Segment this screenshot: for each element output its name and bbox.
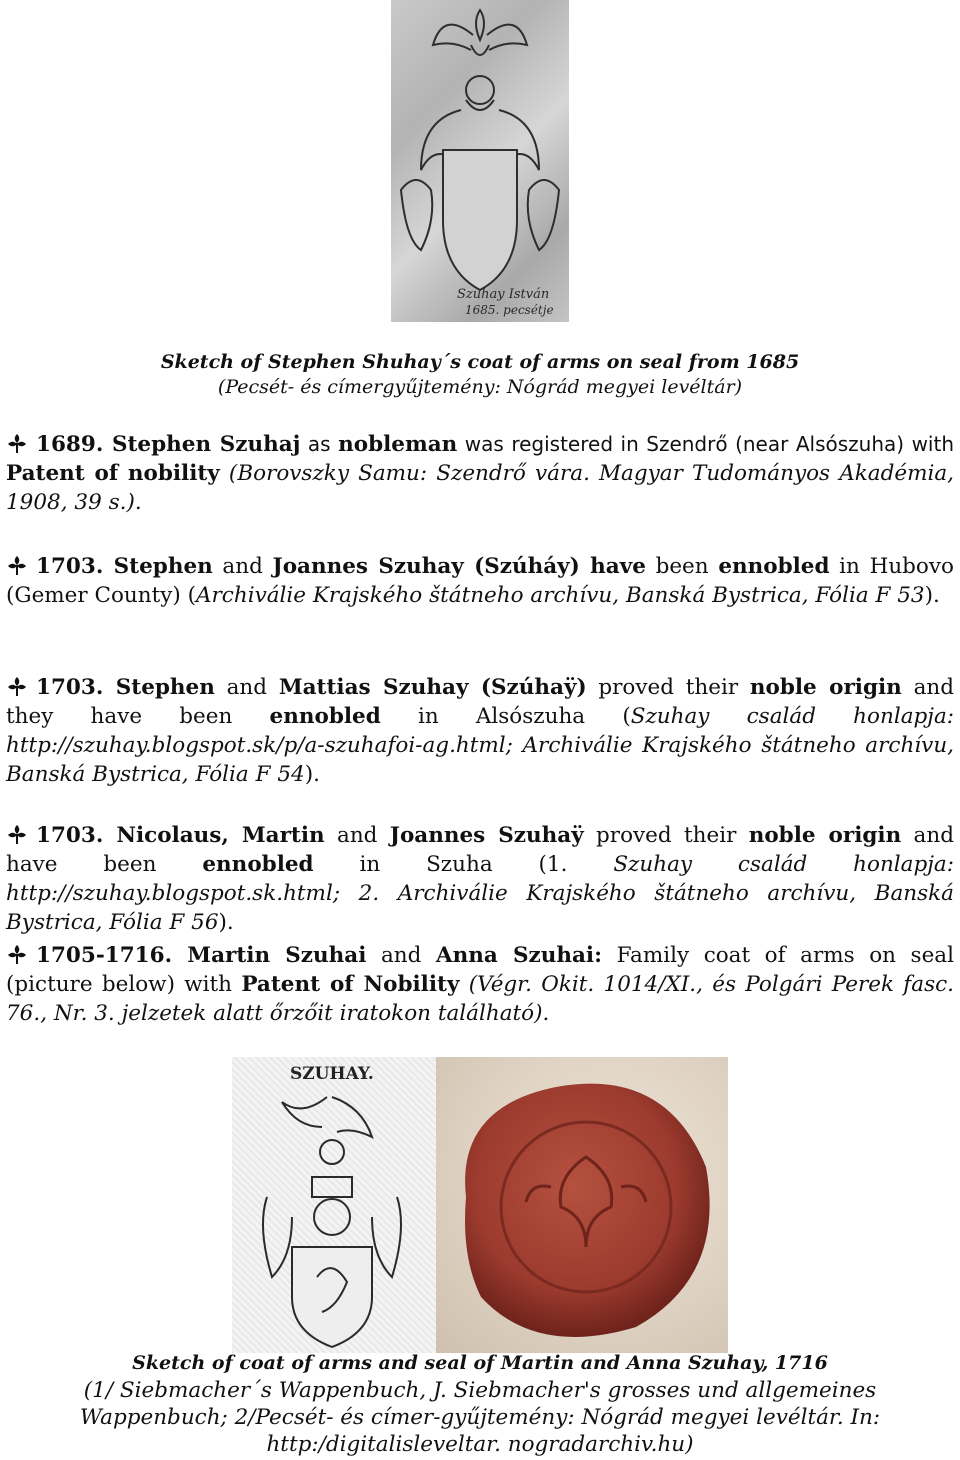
- entry-text: Stephen: [103, 554, 213, 579]
- signature-text-1: Szuhay István: [457, 287, 550, 302]
- entry-year: 1703.: [36, 554, 104, 579]
- entry-text: ennobled: [718, 554, 830, 579]
- entry-text: in Hubovo (Gemer County) (: [6, 554, 954, 608]
- entry-text: ).: [924, 583, 940, 608]
- bottom-images: [232, 1057, 728, 1353]
- caption-1716-source: (1/ Siebmacher´s Wappenbuch, J. Siebmacher's grosses und allgemeines Wappenbuch; 2/Pecsét- és címer-gyűjtemény: Nógrád megyei levéltár. In: http:/digitalisleveltar. nogradarchiv.hu): [79, 1378, 881, 1457]
- fleur-bullet-icon: [6, 823, 28, 845]
- entry-text: as: [300, 432, 339, 456]
- entry-text: ).: [304, 762, 320, 787]
- entry-1703-hubovo: [6, 552, 954, 610]
- entry-text: and: [324, 823, 390, 848]
- entry-text: Mattias Szuhay (Szúhaÿ): [278, 675, 587, 700]
- entry-text: Family coat of arms on seal (picture below) with: [6, 943, 954, 997]
- entry-text: Szuhay család honlapja: http://szuhay.blogspot.sk.html; 2. Archiválie Krajského štátneho archívu, Banská Bystrica, Fólia F 56: [6, 852, 954, 935]
- entry-text: and: [366, 943, 436, 968]
- entry-text: (Végr. Okit. 1014/XI., és Polgári Perek fasc. 76., Nr. 3. jelzetek alatt őrzőit iratokon található).: [6, 972, 954, 1026]
- entry-1705-1716: [6, 941, 954, 1028]
- entry-1703-szuha: [6, 821, 954, 937]
- entry-text: Stephen Szuhaj: [103, 432, 301, 457]
- entry-year: 1703.: [36, 675, 104, 700]
- coat-of-arms-sketch-1685: [391, 0, 569, 322]
- entry-1703-alsoszuha: [6, 673, 954, 789]
- entry-text: (Borovszky Samu: Szendrő vára. Magyar Tudományos Akadémia, 1908, 39 s.).: [6, 461, 954, 515]
- entry-text: noble origin: [749, 675, 902, 700]
- entry-text: Joannes Szuhaÿ: [389, 823, 584, 848]
- entry-text: ).: [218, 910, 234, 935]
- signature-text-2: 1685. pecsétje: [465, 303, 554, 317]
- entry-text: and have been: [6, 823, 954, 877]
- entry-text: nobleman: [338, 432, 458, 457]
- entry-text: Stephen: [103, 675, 215, 700]
- fleur-bullet-icon: [6, 675, 28, 697]
- wax-seal-drawing: [436, 1057, 728, 1353]
- entry-text: Patent of nobility: [6, 461, 220, 486]
- entry-text: Joannes Szuhay (Szúháy) have: [272, 554, 646, 579]
- coat-of-arms-drawing: [391, 0, 569, 322]
- siebmacher-drawing: [232, 1057, 436, 1353]
- entry-text: in Szuha (1.: [313, 852, 614, 877]
- entry-text: Patent of Nobility: [241, 972, 460, 997]
- entry-text: ennobled: [202, 852, 314, 877]
- entry-text: and: [214, 675, 279, 700]
- entry-text: Anna Szuhai:: [435, 943, 603, 968]
- wax-seal-photo: [436, 1057, 728, 1353]
- entry-text: and they have been: [6, 675, 954, 729]
- entry-text: proved their: [583, 823, 749, 848]
- fleur-bullet-icon: [6, 432, 28, 454]
- entry-year: 1689.: [36, 432, 104, 457]
- entry-text: Nicolaus, Martin: [103, 823, 325, 848]
- entry-text: Szuhay család honlapja: http://szuhay.blogspot.sk/p/a-szuhafoi-ag.html; Archiválie Krajského štátneho archívu, Banská Bystrica, Fólia F 54: [6, 704, 955, 787]
- entry-1689: [6, 430, 954, 517]
- entry-year: 1703.: [36, 823, 104, 848]
- entry-text: been: [645, 554, 719, 579]
- fleur-bullet-icon: [6, 943, 28, 965]
- entry-text: was registered in Szendrő (near Alsószuha) with: [457, 432, 955, 456]
- entry-text: ennobled: [269, 704, 381, 729]
- entry-text: and: [212, 554, 273, 579]
- entry-text: proved their: [586, 675, 750, 700]
- caption-1685-title: Sketch of Stephen Shuhay´s coat of arms on seal from 1685: [160, 351, 800, 373]
- entry-year: 1705-1716.: [36, 943, 173, 968]
- entry-text: Archiválie Krajského štátneho archívu, Banská Bystrica, Fólia F 53: [196, 583, 925, 608]
- caption-1716-title: Sketch of coat of arms and seal of Martin and Anna Szuhay, 1716: [132, 1352, 828, 1374]
- caption-1685-source: (Pecsét- és címergyűjtemény: Nógrád megyei levéltár): [217, 376, 743, 398]
- entry-text: in Alsószuha (: [380, 704, 631, 729]
- entry-text: Martin Szuhai: [172, 943, 367, 968]
- caption-1716: [0, 1350, 960, 1458]
- entry-text: noble origin: [748, 823, 902, 848]
- coat-of-arms-sketch-siebmacher: [232, 1057, 436, 1353]
- sketch-label: SZUHAY.: [290, 1064, 374, 1084]
- caption-1685: [0, 350, 960, 400]
- fleur-bullet-icon: [6, 554, 28, 576]
